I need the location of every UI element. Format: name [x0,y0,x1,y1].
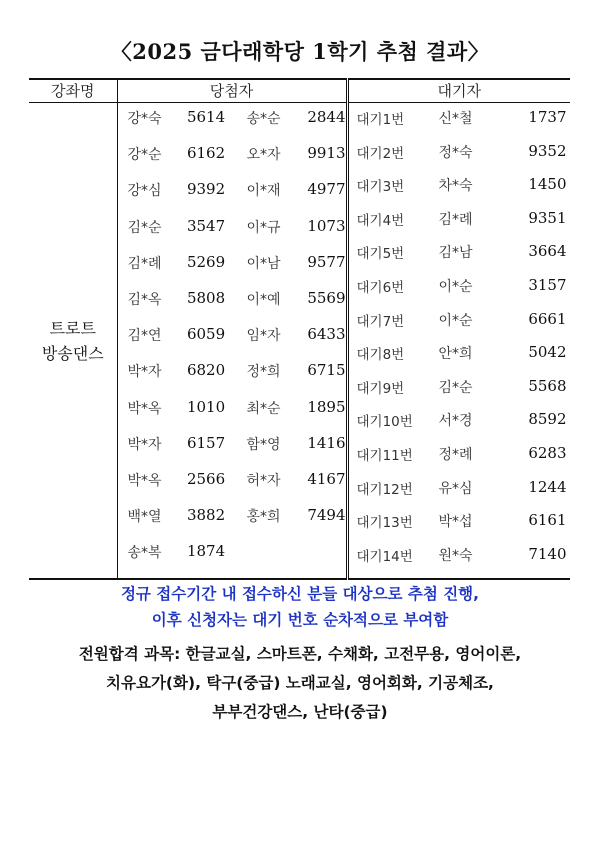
page-title: 〈2025 금다래학당 1학기 추첨 결과〉 [110,39,490,64]
winner-row: 박*옥 1010 최*순 1895 [127,397,346,417]
winner-row: 김*옥 5808 이*예 5569 [127,288,346,308]
winner-row: 김*연 6059 임*자 6433 [127,325,346,345]
winner-row: 백*열 3882 홍*희 7494 [127,506,346,526]
winner-row: 김*순 3547 이*규 1073 [127,216,346,236]
pass-courses-line2: 치유요가(화), 탁구(중급) 노래교실, 영어회화, 기공체조, [106,674,494,692]
course-header: 강좌명 [29,79,117,103]
pass-courses-line1: 전원합격 과목: 한글교실, 스마트폰, 수채화, 고전무용, 영어이론, [78,645,522,663]
course-name-line2: 방송댄스 [41,343,104,363]
winner-row: 박*자 6820 정*희 6715 [127,361,346,381]
course-name-line1: 트로트 [49,318,96,338]
pass-courses [20,640,580,727]
winners-header: 당첨자 [117,79,347,103]
waitlist-row: 대기2번 정*숙 9352 [356,141,567,162]
waitlist-row: 대기11번 정*례 6283 [356,443,567,464]
lottery-results-table [29,78,570,580]
waitlist-row: 대기9번 김*순 5568 [356,376,567,397]
pass-courses-line3: 부부건강댄스, 난타(중급) [212,703,388,721]
winner-row: 송*복 1874 [127,542,226,562]
course-name-cell [29,103,117,580]
winner-row: 박*옥 2566 허*자 4167 [127,469,346,489]
waitlist-row: 대기7번 이*순 6661 [356,309,567,330]
waitlist-row: 대기8번 안*희 5042 [356,343,567,364]
notice-line2: 이후 신청자는 대기 번호 순차적으로 부여함 [151,611,449,629]
waitlist-row: 대기12번 유*심 1244 [356,477,567,498]
waitlist-row: 대기6번 이*순 3157 [356,275,567,296]
waitlist-row: 대기10번 서*경 8592 [356,410,567,431]
waitlist-row: 대기4번 김*례 9351 [356,208,567,229]
table-header-row [29,79,570,103]
winner-row: 박*자 6157 함*영 1416 [127,433,346,453]
winner-row: 강*숙 5614 송*순 2844 [127,108,346,127]
waitlist-row: 대기14번 원*숙 7140 [356,544,567,565]
winner-row: 김*례 5269 이*남 9577 [127,252,346,272]
waitlist-row: 대기1번 신*철 1737 [356,108,567,128]
waitlist-row: 대기13번 박*섭 6161 [356,511,567,532]
winner-row: 강*순 6162 오*자 9913 [127,144,346,164]
winner-row: 강*심 9392 이*재 4977 [127,180,346,200]
winners-list [117,103,347,580]
notice-line1: 정규 접수기간 내 접수하신 분들 대상으로 추첨 진행, [120,585,480,603]
waitlist-row: 대기5번 김*남 3664 [356,242,567,263]
waitlist-list [347,103,570,580]
waitlist-row: 대기3번 차*숙 1450 [356,175,567,196]
waitlist-header: 대기자 [347,79,570,103]
